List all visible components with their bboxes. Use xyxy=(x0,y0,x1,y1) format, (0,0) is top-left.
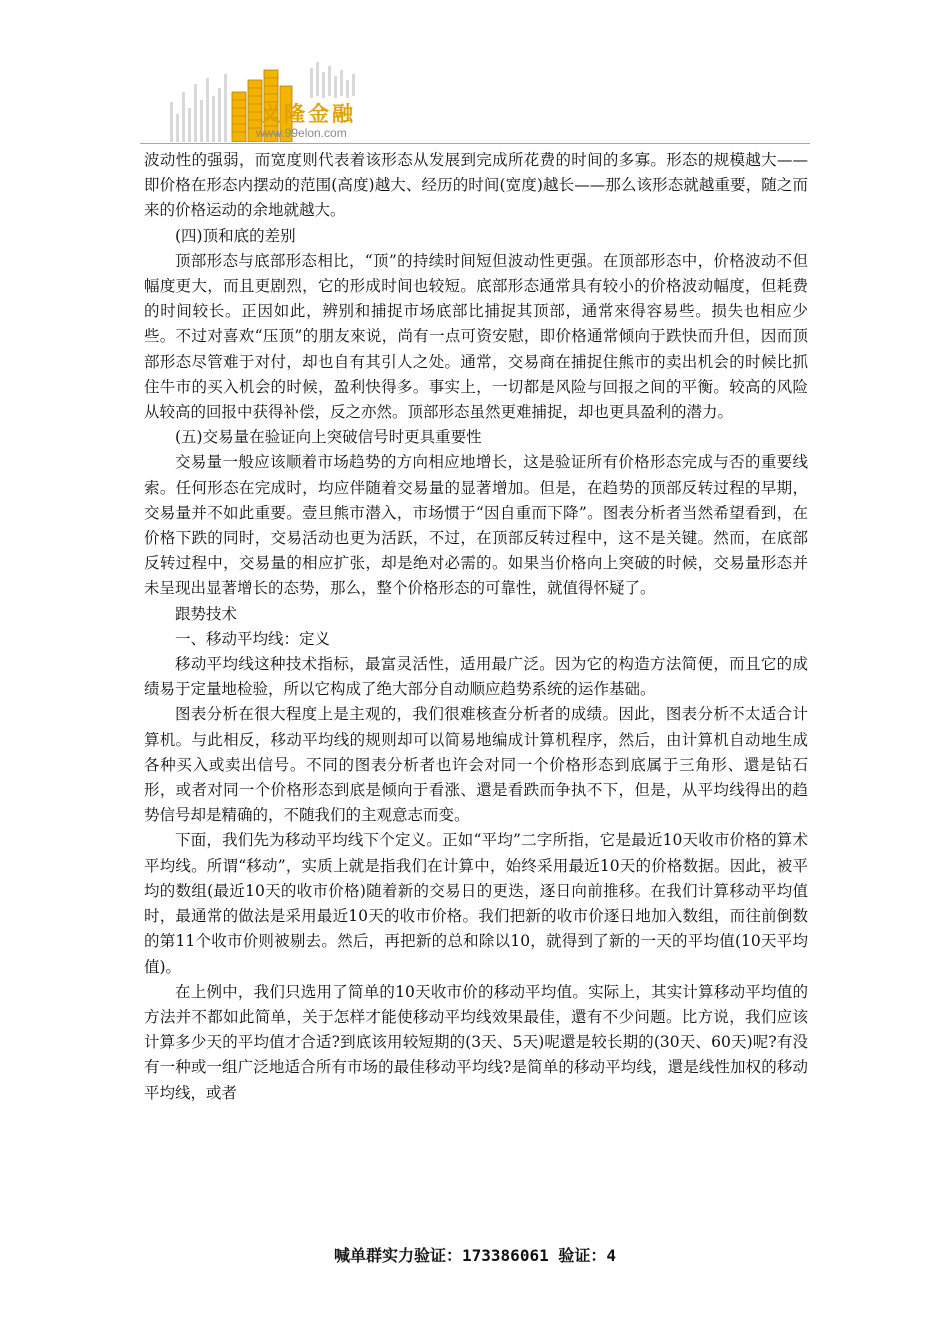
paragraph: 图表分析在很大程度上是主观的，我们很难核查分析者的成绩。因此，图表分析不太适合计算机。与此相反，移动平均线的规则却可以简易地编成计算机程序，然后，由计算机自动地生成各种买入或卖出信号。不同的图表分析者也许会对同一个价格形态到底属于三角形、還是钻石形，或者对同一个价格形态到底是倾向于看涨、還是看跌而争执不下，但是，从平均线得出的趋势信号却是精确的，不随我们的主观意志而变。 xyxy=(144,705,808,825)
paragraph: 交易量一般应该顺着市场趋势的方向相应地增长，这是验证所有价格形态完成与否的重要线索。任何形态在完成时，均应伴随着交易量的显著增加。但是，在趋势的顶部反转过程的早期，交易量并不如此重要。壹旦熊市潜入，市场惯于“因自重而下降”。图表分析者当然希望看到，在价格下跌的同时，交易活动也更为活跃，不过，在顶部反转过程中，这不是关键。然而，在底部反转过程中，交易量的相应扩张，却是绝对必需的。如果当价格向上突破的时候，交易量形态并未呈现出显著增长的态势，那么，整个价格形态的可靠性，就值得怀疑了。 xyxy=(144,453,808,598)
section-heading: (四)顶和底的差别 xyxy=(175,226,296,245)
paragraph: 下面，我们先为移动平均线下个定义。正如“平均”二字所指，它是最近10天收市价格的算术平均线。所谓“移动”，实质上就是指我们在计算中，始终采用最近10天的价格数据。因此，被平均的数组(最近10天的收市价格)随着新的交易日的更迭，逐日向前推移。在我们计算移动平均值时，最通常的做法是采用最近10天的收市价格。我们把新的收市价逐日地加入数组，而往前倒数的第11个收市价则被剔去。然后，再把新的总和除以10，就得到了新的一天的平均值(10天平均值)。 xyxy=(144,831,808,976)
page-footer: 喊单群实力验证：173386061 验证：4 xyxy=(334,1246,616,1265)
page-header xyxy=(140,58,810,150)
article-body xyxy=(144,148,808,1106)
section-heading: 一、移动平均线：定义 xyxy=(175,629,331,648)
brand-name: 义隆金融 xyxy=(260,102,356,126)
section-heading: 跟势技术 xyxy=(175,604,238,623)
paragraph: 顶部形态与底部形态相比，“顶”的持续时间短但波动性更强。在顶部形态中，价格波动不但幅度更大，而且更剧烈，它的形成时间也较短。底部形态通常具有较小的价格波动幅度，但耗费的时间较长。正因如此，辨别和捕捉市场底部比捕捉其顶部，通常來得容易些。损失也相应少些。不过对喜欢“压顶”的朋友來说，尚有一点可资安慰，即价格通常倾向于跌快而升但，因而顶部形态尽管难于对付，却也自有其引人之处。通常，交易商在捕捉住熊市的卖出机会的时候比抓住牛市的买入机会的时候，盈利快得多。事实上，一切都是风险与回报之间的平衡。较高的风险从较高的回报中获得补偿，反之亦然。顶部形态虽然更难捕捉，却也更具盈利的潜力。 xyxy=(144,251,808,422)
paragraph: 移动平均线这种技术指标，最富灵活性，适用最广泛。因为它的构造方法简便，而且它的成绩易于定量地检验，所以它构成了绝大部分自动顺应趋势系统的运作基础。 xyxy=(144,655,808,699)
brand-url: www.99elon.com xyxy=(256,126,347,140)
paragraph: 在上例中，我们只选用了简单的10天收市价的移动平均值。实际上，其实计算移动平均值的方法并不都如此简单，关于怎样才能使移动平均线效果最佳，還有不少问题。比方说，我们应该计算多少天的平均值才合适?到底该用较短期的(3天、5天)呢還是较长期的(30天、60天)呢?有没有一种或一组广泛地适合所有市场的最佳移动平均线?是简单的移动平均线，還是线性加权的移动平均线，或者 xyxy=(144,982,808,1102)
paragraph: 波动性的强弱，而宽度则代表着该形态从发展到完成所花费的时间的多寡。形态的规模越大——即价格在形态内摆动的范围(高度)越大、经历的时间(宽度)越长——那么该形态就越重要，随之而来的价格运动的余地就越大。 xyxy=(144,151,808,220)
header-divider xyxy=(140,143,810,144)
section-heading: (五)交易量在验证向上突破信号时更具重要性 xyxy=(175,428,482,447)
